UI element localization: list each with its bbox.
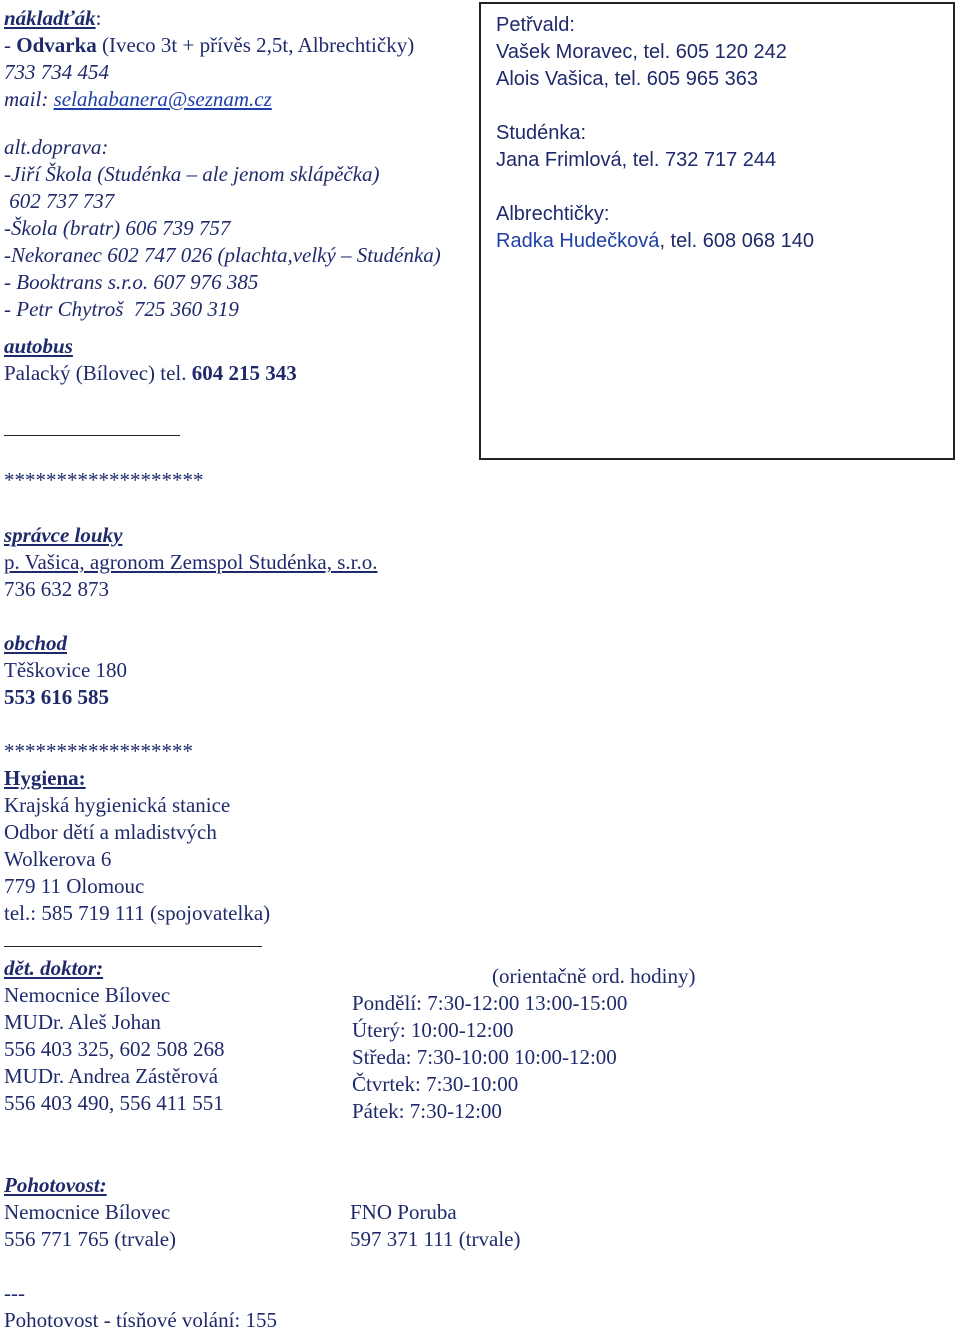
spravce-section — [4, 522, 377, 603]
nakladak-mail-label: mail: — [4, 87, 54, 111]
alt-doprava-item: -Jiří Škola (Studénka – ale jenom sklápěčka) — [4, 162, 380, 186]
doktor-section — [4, 955, 225, 1117]
doktor-line: MUDr. Aleš Johan — [4, 1010, 161, 1034]
obchod-heading: obchod — [4, 631, 67, 655]
pohotovost-left-1: Nemocnice Bílovec — [4, 1200, 171, 1224]
alt-doprava-item: -Nekoranec 602 747 026 (plachta,velký – Studénka) — [4, 243, 441, 267]
alt-doprava-item: - Booktrans s.r.o. 607 976 385 — [4, 270, 259, 294]
office-hours-line: Čtvrtek: 7:30-10:00 — [352, 1072, 519, 1096]
studenka-label: Studénka: — [496, 122, 587, 144]
nakladak-section — [4, 5, 414, 113]
obchod-line-1: Těškovice 180 — [4, 658, 128, 682]
hygiena-line: tel.: 585 719 111 (spojovatelka) — [4, 901, 271, 925]
office-hours-section — [352, 963, 696, 1125]
pohotovost-left-2: 556 771 765 (trvale) — [4, 1227, 177, 1251]
alt-doprava-section — [4, 134, 441, 323]
contacts-box-content — [496, 12, 814, 255]
doktor-line: MUDr. Andrea Zástěrová — [4, 1064, 219, 1088]
pohotovost-heading: Pohotovost: — [4, 1173, 107, 1197]
divider-line — [4, 946, 262, 947]
office-hours-heading: (orientačně ord. hodiny) — [492, 964, 696, 988]
nakladak-main-name: Odvarka — [16, 33, 97, 57]
autobus-line — [4, 360, 297, 387]
albrechticky-tel: , tel. 608 068 140 — [659, 230, 815, 252]
office-hours-line: Pondělí: 7:30-12:00 13:00-15:00 — [352, 991, 628, 1015]
stars-divider-1: ******************* — [4, 468, 204, 492]
obchod-section — [4, 630, 127, 711]
spravce-heading: správce louky — [4, 523, 123, 547]
spravce-line-1: p. Vašica, agronom Zemspol Studénka, s.r.o. — [4, 550, 378, 574]
petrvald-label: Petřvald: — [496, 14, 575, 36]
hygiena-section — [4, 765, 270, 927]
pohotovost-footer — [4, 1280, 277, 1334]
albrechticky-contact-line — [496, 228, 814, 255]
nakladak-main-prefix: - — [4, 33, 17, 57]
autobus-text: Palacký (Bílovec) tel. — [4, 361, 192, 385]
albrechticky-name: Radka Hudečková — [496, 230, 660, 252]
doktor-line: 556 403 325, 602 508 268 — [4, 1037, 225, 1061]
pohotovost-right-1: FNO Poruba — [350, 1200, 457, 1224]
nakladak-mail-line — [4, 86, 414, 113]
alt-doprava-heading: alt.doprava: — [4, 135, 109, 159]
alt-doprava-item: - Petr Chytroš 725 360 319 — [4, 297, 239, 321]
pohotovost-section — [4, 1172, 176, 1253]
nakladak-main-phone: 733 734 454 — [4, 60, 109, 84]
nakladak-main-detail: (Iveco 3t + přívěs 2,5t, Albrechtičky) — [96, 33, 415, 57]
doktor-line: Nemocnice Bílovec — [4, 983, 171, 1007]
nakladak-heading-colon: : — [95, 6, 102, 30]
doktor-line: 556 403 490, 556 411 551 — [4, 1091, 224, 1115]
spravce-line-2: 736 632 873 — [4, 577, 109, 601]
autobus-phone: 604 215 343 — [191, 361, 297, 385]
pohotovost-right — [350, 1199, 520, 1253]
albrechticky-label: Albrechtičky: — [496, 203, 610, 225]
pohotovost-emergency: Pohotovost - tísňové volání: 155 — [4, 1308, 277, 1332]
divider-line — [4, 435, 180, 436]
nakladak-heading-line — [4, 5, 414, 32]
hygiena-heading: Hygiena: — [4, 766, 86, 790]
alt-doprava-item: 602 737 737 — [4, 189, 115, 213]
autobus-heading: autobus — [4, 334, 73, 358]
nakladak-main-line — [4, 32, 414, 59]
hygiena-line: Odbor dětí a mladistvých — [4, 820, 217, 844]
hygiena-line: Wolkerova 6 — [4, 847, 112, 871]
office-hours-line: Pátek: 7:30-12:00 — [352, 1099, 502, 1123]
petrvald-contact-1: Vašek Moravec, tel. 605 120 242 — [496, 41, 787, 63]
autobus-section — [4, 333, 297, 387]
nakladak-mail-link[interactable]: selahabanera@seznam.cz — [53, 87, 272, 111]
stars-divider-2: ****************** — [4, 739, 193, 763]
pohotovost-dashes: --- — [4, 1281, 25, 1305]
doktor-heading: dět. doktor: — [4, 956, 104, 980]
nakladak-heading: nákladťák — [4, 6, 96, 30]
petrvald-contact-2: Alois Vašica, tel. 605 965 363 — [496, 68, 759, 90]
hygiena-line: 779 11 Olomouc — [4, 874, 145, 898]
alt-doprava-item: -Škola (bratr) 606 739 757 — [4, 216, 231, 240]
pohotovost-right-2: 597 371 111 (trvale) — [350, 1227, 521, 1251]
studenka-contact-1: Jana Frimlová, tel. 732 717 244 — [496, 149, 777, 171]
hygiena-line: Krajská hygienická stanice — [4, 793, 231, 817]
obchod-line-2: 553 616 585 — [4, 685, 109, 709]
office-hours-line: Úterý: 10:00-12:00 — [352, 1018, 514, 1042]
office-hours-line: Středa: 7:30-10:00 10:00-12:00 — [352, 1045, 617, 1069]
